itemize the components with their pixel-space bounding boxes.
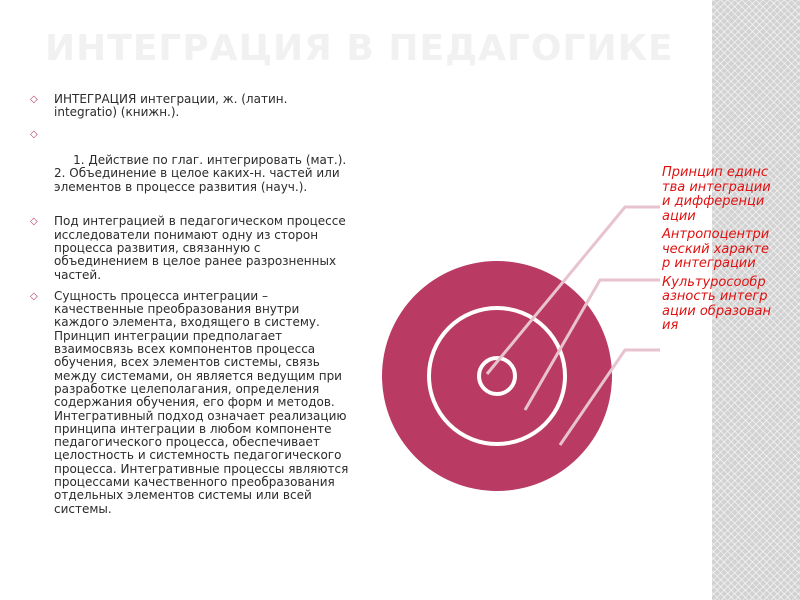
hollow-diamond-icon: ◇ [30,128,38,140]
bullet-item [30,128,350,208]
bullet-text: Под интеграцией в педагогическом процессе исследователи понимают одну из сторон процесса развития, связанную с объединением в целое ранее разрозненных частей. [54,214,346,282]
outer-circle [382,261,612,491]
diagram-label-unity: Принцип единства интеграции и дифференциации [662,165,771,224]
bullet-item [30,93,350,120]
bullet-list [30,93,350,524]
concentric-circles-diagram [380,150,710,530]
diagram-labels [662,166,772,338]
diagram-label-anthropocentric: Антропоцентрический характер интеграции [662,227,770,271]
slide-title: ИНТЕГРАЦИЯ В ПЕДАГОГИКЕ [45,28,674,69]
bullet-text: 1. Действие по глаг. интегрировать (мат.). 2. Объединение в целое каких-н. частей или элементов в процессе развития (науч.). [54,153,351,194]
diagram-label-cultural: Культуросообразность интеграции образования [662,274,772,333]
bullet-text: Сущность процесса интеграции – качественные преобразования внутри каждого элемента, входящего в систему. Принцип интеграции предполагает взаимосвязь всех компонентов процесса обучения, всех элементов системы, связь между системами, он является ведущим при разработке целеполагания, определения содержания обучения, его форм и методов. Интегративный подход означает реализацию принципа интеграции в любом компоненте педагогического процесса, обеспечивает целостность и системность педагогического процесса. Интегративные процессы являются процессами качественного преобразования отдельных элементов системы или всей системы. [54,288,349,516]
hollow-diamond-icon: ◇ [30,94,38,105]
bullet-item [30,290,350,516]
hollow-diamond-icon: ◇ [30,216,38,228]
bullet-item [30,215,350,281]
bullet-text: ИНТЕГРАЦИЯ интеграции, ж. (латин. integratio) (книжн.). [54,92,288,120]
hollow-diamond-icon: ◇ [30,290,38,302]
